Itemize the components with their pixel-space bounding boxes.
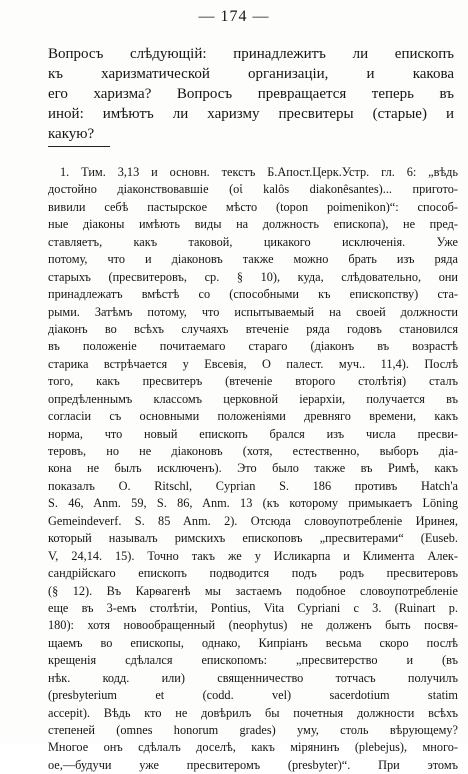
footnote-block [48, 164, 458, 774]
page-number: — 174 — [198, 8, 270, 25]
footnote-line: 180): хотя новообращенный (neophytus) не долженъ быть посвя- [48, 618, 458, 633]
footnote-line: (§ 12). Въ Карѳагенѣ мы застаемъ подобное словоупотребленіе [48, 583, 458, 598]
footnote-line: принадлежатъ вмѣстѣ со (способными къ епископству) ста- [48, 287, 458, 302]
footnote-line: кона не былъ исключенъ). Это было также въ Римѣ, какъ [48, 461, 458, 476]
footnote-line: степеней (omnes honorum grades) уму, столь вѣрующему? [48, 723, 458, 737]
footnote-line: который называлъ римскихъ епископовъ „пресвитерами“ (Eusеb. [48, 531, 458, 546]
footnote-line: старыхъ (пресвитеровъ, ср. § 10), куда, слѣдовательно, они [48, 269, 458, 284]
footnote-line: въ положеніе почитаемаго стараго (діаконъ въ возрастѣ [48, 339, 458, 354]
footnote-line: Многое онъ сдѣлалъ доселѣ, какъ мірянинъ (plebejus), много- [48, 740, 458, 755]
footnote-line: того, какъ пресвитеръ (втеченіе второго столѣтія) сталъ [48, 374, 458, 389]
footnote-line: (presbyterium et (codd. vel) sacerdotium statim [48, 688, 458, 703]
footnote-line: вивили себѣ пастырское мѣсто (topon poimenikon)“: способ- [48, 199, 458, 214]
footnote-separator-rule [48, 146, 110, 147]
footnote-line: щаемъ во епископы, однако, Кипріанъ весьма скоро послѣ [48, 635, 458, 650]
footnote-line: еще въ 3-емъ столѣтіи, Pontius, Vita Cypriani c 3. (Ruinart p. [48, 600, 458, 615]
footnote-line: крещенія сдѣлался епископомъ: „пресвитерство и (въ [48, 653, 458, 668]
footnote-line: сандрійскаго епископъ подводится подъ родъ пресвитеровъ [48, 566, 458, 581]
text-line: къ харизматической организаціи, и какова [48, 66, 454, 82]
text-line: его харизма? Вопросъ превращается теперь въ [48, 86, 454, 102]
footnote-line: Gemeindeverf. S. 85 Anm. 2). Отсюда словоупотребленіе Иринея, [48, 513, 458, 528]
text-line: какую? [48, 126, 95, 142]
footnote-line: діаконъ во всѣхъ случаяхъ втеченіе ряда годовъ становился [48, 321, 458, 336]
footnote-line: нѣк. кодд. или) священничество тотчасъ получилъ [48, 670, 458, 685]
footnote-line: рыми. Затѣмъ потому, что испытываемый на своей должности [48, 304, 458, 319]
main-paragraph [48, 44, 454, 144]
text-line: Вопросъ слѣдующій: принадлежитъ ли епископъ [48, 46, 454, 62]
footnote-line: ставляетъ, какъ таковой, цикакого исключенія. Уже [48, 234, 458, 249]
footnote-line: показалъ О. Ritschl, Cyprian S. 186 противъ Hatch'a [48, 478, 458, 493]
footnote-line: достойно діаконствовавшіе (οἱ kalôs diakonêsantes)... пригото- [48, 182, 458, 197]
text-line: иной: имѣютъ ли харизму пресвитеры (старые) и [48, 106, 454, 122]
footnote-line: accepit). Вѣдь кто не довѣрилъ бы почетныя должности всѣхъ [48, 705, 458, 720]
footnote-line: старика встрѣчается у Евсевія, О палест. муч.. 11,4). Послѣ [48, 356, 458, 371]
footnote-line: согласіи съ основными положеніями древняго времени, какъ [48, 409, 458, 424]
footnote-line: опредѣленнымъ классомъ церковной іерархіи, получается въ [48, 391, 458, 406]
footnote-line: норма, что новый епископъ брался изъ числа пресви- [48, 426, 458, 441]
footnote-line: ое,—будучи уже пресвитеромъ (presbyter)“. При этомъ [48, 757, 458, 772]
footnote-line: V, 24,14. 15). Точно такъ же у Исликарпа и Климента Алек- [48, 548, 458, 563]
footnote-line: S. 46, Anm. 59, S. 86, Anm. 13 (къ которому примыкаетъ Löning [48, 496, 458, 511]
footnote-line: теровъ, но не діаконовъ (хотя, естественно, выборъ діа- [48, 444, 458, 458]
footnote-line: ные діаконы имѣють виды на должность епископа), не пред- [48, 217, 458, 232]
footnote-line: 1. Тим. 3,13 и основн. текстъ Б.Апост.Церк.Устр. гл. 6: „вѣдь [60, 165, 458, 179]
footnote-line: потому, что и діаконовъ также можно брать изъ ряда [48, 252, 458, 267]
